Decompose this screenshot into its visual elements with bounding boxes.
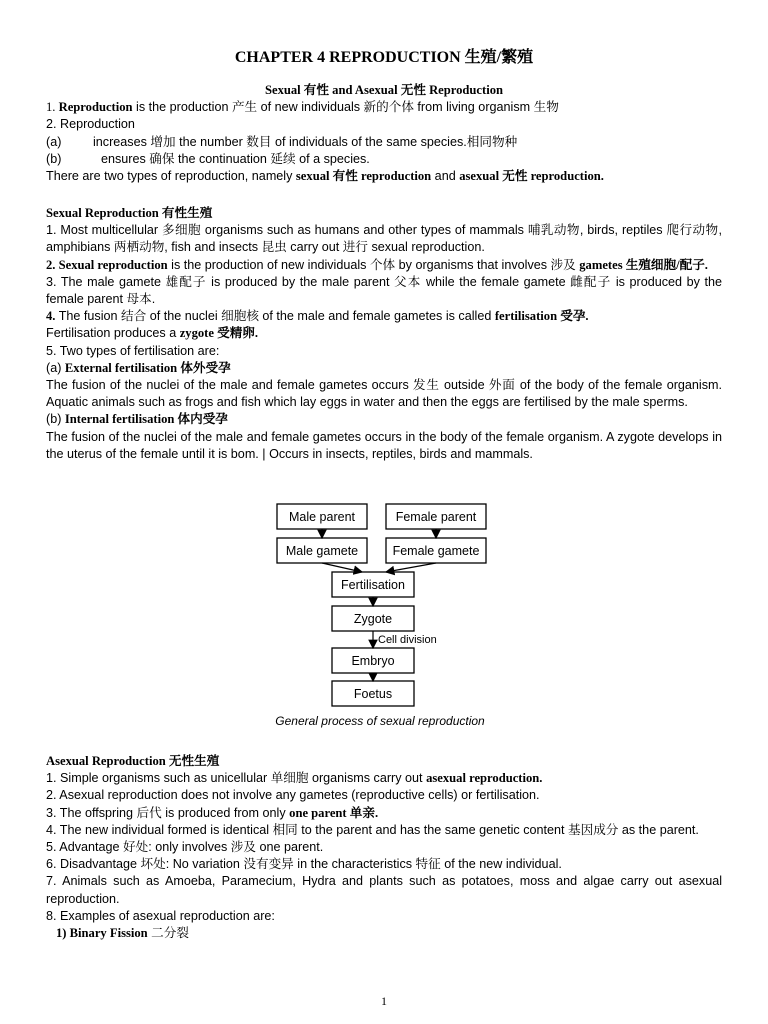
sexual-p2-mid: is the production of new individuals 个体 by organisms that involves 涉及 [167,257,580,272]
intro-p3-bold1: sexual 有性 reproduction [295,169,432,184]
intro-p3-bold2: asexual 无性 reproduction. [459,169,604,184]
sexual-p4-bold2: fertilisation 受孕. [494,309,589,324]
sexual-paragraph-3: 3. The male gamete 雄配子 is produced by the male parent 父本 while the female gamete 雌配子 is produced by the female parent 母本. [46,274,722,307]
intro-paragraph-3 [46,168,722,185]
embryo-label: Embryo [351,654,395,668]
intro-item-b-text: ensures 确保 the continuation 延续 of a species. [101,151,370,166]
arrow-female-gamete-to-fertilisation [386,563,436,572]
sexual-p4-bold: 4. [46,309,56,324]
male-parent-box [277,504,367,529]
asexual-p3-bold: one parent 单亲. [289,805,379,820]
intro-p1-rest: is the production 产生 of new individuals 新的个体 from living organism 生物 [132,100,559,115]
intro-paragraph-1 [46,99,722,116]
page-number: 1 [381,994,387,1008]
internal-label: (b) [46,412,65,427]
sexual-paragraph-2 [46,257,722,274]
asexual-heading: Asexual Reproduction 无性生殖 [46,754,220,768]
intro-p3-mid: and [431,169,460,184]
asexual-p3-pre: 3. The offspring 后代 is produced from only [46,805,290,820]
internal-heading-text: Internal fertilisation 体内受孕 [64,412,228,427]
intro-item-a-text: increases 增加 the number 数目 of individuals of the same species.相同物种 [93,134,518,149]
sexual-p2-bold: 2. Sexual reproduction [46,257,168,272]
sexual-paragraph-4 [46,308,722,325]
fertilisation-box [332,572,414,597]
asexual-p1-bold: asexual reproduction. [426,771,543,786]
diagram-caption: General process of sexual reproduction [275,714,485,728]
asexual-paragraph-4: 4. The new individual formed is identical 相同 to the parent and has the same genetic content 基因成分 as the parent. [46,822,699,837]
sexual-heading: Sexual Reproduction 有性生殖 [46,206,213,220]
intro-section [46,82,722,185]
external-heading-text: External fertilisation 体外受孕 [64,360,231,375]
sexual-p4-line2-pre: Fertilisation produces a [46,326,180,341]
sexual-paragraph-4-line-2 [46,325,722,342]
cell-division-label: Cell division [378,634,437,646]
embryo-box [332,648,414,673]
external-fertilisation-heading [46,360,722,377]
asexual-paragraph-6: 6. Disadvantage 坏处: No variation 没有变异 in the characteristics 特征 of the new individual. [46,857,562,872]
sexual-reproduction-flow-diagram [262,500,510,735]
male-gamete-label: Male gamete [285,544,359,558]
sexual-p2-bold2: gametes 生殖细胞/配子. [579,257,708,272]
intro-item-b-label: (b) [46,151,62,166]
asexual-paragraph-1 [46,770,722,787]
internal-fertilisation-heading [46,411,722,428]
internal-fertilisation-text: The fusion of the nuclei of the male and female gametes occurs in the body of the female organism. A zygote develops in the uterus of the female until it is bom. | Occurs in insects, reptiles, birds and mammals. [46,429,722,461]
asexual-paragraph-5: 5. Advantage 好处: only involves 涉及 one parent. [46,840,324,855]
intro-p3-pre: There are two types of reproduction, namely [46,169,296,184]
male-parent-label: Male parent [288,510,356,524]
asexual-paragraph-7: 7. Animals such as Amoeba, Paramecium, Hydra and plants such as potatoes, moss and algae carry out asexual reproduction. [46,874,722,906]
female-gamete-box [386,538,486,563]
sexual-p4-mid: The fusion 结合 of the nuclei 细胞核 of the male and female gametes is called [55,309,495,324]
sexual-section [46,205,722,463]
intro-heading: Sexual 有性 and Asexual 无性 Reproduction [264,83,504,97]
asexual-paragraph-2: 2. Asexual reproduction does not involve any gametes (reproductive cells) or fertilisation. [46,788,540,803]
arrow-male-gamete-to-fertilisation [322,563,362,572]
foetus-box [332,681,414,706]
asexual-paragraph-8: 8. Examples of asexual reproduction are: [46,908,275,923]
zygote-label: Zygote [353,612,393,626]
intro-item-a [46,134,722,151]
asexual-section [46,753,722,942]
sexual-paragraph-5: 5. Two types of fertilisation are: [46,343,220,358]
female-gamete-label: Female gamete [392,544,480,558]
asexual-p1-pre: 1. Simple organisms such as unicellular 单细胞 organisms carry out [46,771,427,786]
male-gamete-box [277,538,367,563]
intro-p1-bold: Reproduction [58,100,133,115]
female-parent-box [386,504,486,529]
chapter-title: CHAPTER 4 REPRODUCTION 生殖/繁殖 [234,49,534,66]
external-label: (a) [46,360,65,375]
binary-fission-bold: 1) Binary Fission [56,926,148,941]
intro-item-b [46,151,722,168]
foetus-label: Foetus [353,687,393,701]
sexual-p4-line2-bold: zygote 受精卵. [179,326,259,341]
external-fertilisation-text: The fusion of the nuclei of the male and female gametes occurs 发生 outside 外面 of the body of the female organism. Aquatic animals such as frogs and fish which lay eggs in water and then the eggs are fertilised by the male sperms. [46,378,722,410]
female-parent-label: Female parent [395,510,477,524]
zygote-box [332,606,414,631]
intro-paragraph-2: 2. Reproduction [46,117,135,132]
binary-fission-chinese: 二分裂 [147,926,189,941]
intro-item-a-label: (a) [46,134,62,149]
sexual-paragraph-1: 1. Most multicellular 多细胞 organisms such as humans and other types of mammals 哺乳动物, birds, reptiles 爬行动物, amphibians 两栖动物, fish and insects 昆虫 carry out 进行 sexual reproduction. [46,223,722,255]
asexual-paragraph-3 [46,805,722,822]
asexual-example-1 [46,925,722,942]
intro-p1-number: 1. [46,100,59,115]
fertilisation-label: Fertilisation [341,578,405,592]
